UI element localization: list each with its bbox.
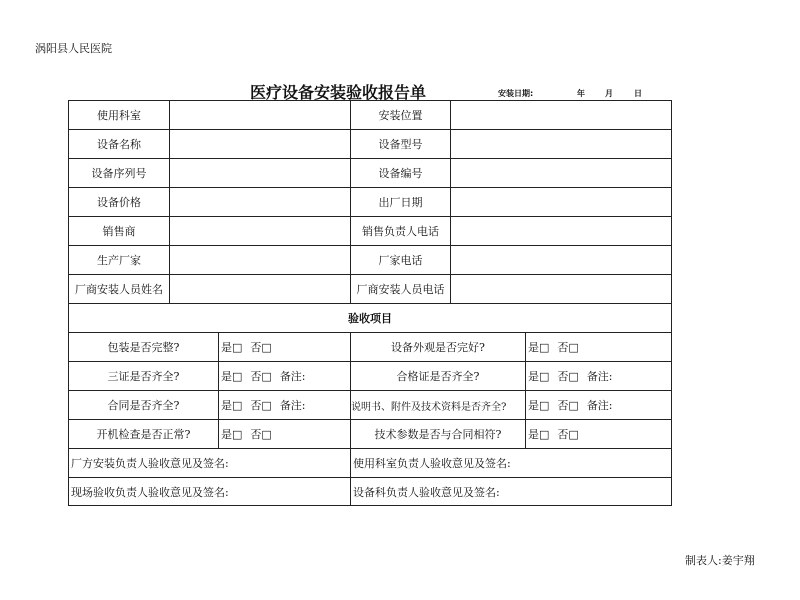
note-label: 备注: — [586, 370, 613, 383]
acceptance-form-table — [68, 100, 672, 506]
label-manufacturer-phone: 厂家电话 — [351, 246, 451, 275]
yes-checkbox[interactable]: 是□ — [528, 399, 550, 412]
label-serial: 设备序列号 — [69, 159, 170, 188]
no-checkbox[interactable]: 否□ — [250, 399, 272, 412]
label-location: 安装位置 — [351, 101, 451, 130]
note-label: 备注: — [586, 399, 613, 412]
signature-equipment-dept-head[interactable]: 设备科负责人验收意见及签名: — [353, 485, 500, 499]
value-serial[interactable] — [170, 159, 351, 188]
question-appearance: 设备外观是否完好? — [351, 333, 526, 362]
form-title: 医疗设备安装验收报告单 — [250, 83, 427, 102]
label-manufacturer: 生产厂家 — [69, 246, 170, 275]
date-day: 日 — [634, 89, 642, 98]
yes-checkbox[interactable]: 是□ — [221, 399, 243, 412]
value-device-number[interactable] — [451, 159, 671, 188]
value-manufacturer-phone[interactable] — [451, 246, 671, 275]
date-year: 年 — [577, 89, 585, 98]
answer-specs — [526, 420, 671, 449]
no-checkbox[interactable]: 否□ — [557, 341, 579, 354]
value-dept[interactable] — [170, 101, 351, 130]
answer-manuals — [526, 391, 671, 420]
value-location[interactable] — [451, 101, 671, 130]
section-title: 验收项目 — [69, 304, 671, 333]
install-date-label: 安装日期: — [498, 89, 534, 98]
no-checkbox[interactable]: 否□ — [250, 341, 272, 354]
note-label: 备注: — [279, 399, 306, 412]
question-specs: 技术参数是否与合同相符? — [351, 420, 526, 449]
question-startup: 开机检查是否正常? — [69, 420, 219, 449]
signature-vendor-installer[interactable]: 厂方安装负责人验收意见及签名: — [69, 449, 351, 478]
value-installer-name[interactable] — [170, 275, 351, 304]
question-packaging: 包装是否完整? — [69, 333, 219, 362]
question-contract: 合同是否齐全? — [69, 391, 219, 420]
label-seller-phone: 销售负责人电话 — [351, 217, 451, 246]
answer-appearance — [526, 333, 671, 362]
form-maker: 制表人:姜宇翔 — [685, 554, 755, 567]
no-checkbox[interactable]: 否□ — [250, 370, 272, 383]
question-certificates: 三证是否齐全? — [69, 362, 219, 391]
hospital-name: 涡阳县人民医院 — [35, 42, 112, 55]
answer-startup — [219, 420, 351, 449]
no-checkbox[interactable]: 否□ — [557, 428, 579, 441]
value-seller[interactable] — [170, 217, 351, 246]
note-label: 备注: — [279, 370, 306, 383]
no-checkbox[interactable]: 否□ — [250, 428, 272, 441]
value-device-model[interactable] — [451, 130, 671, 159]
label-device-number: 设备编号 — [351, 159, 451, 188]
yes-checkbox[interactable]: 是□ — [221, 341, 243, 354]
answer-packaging — [219, 333, 351, 362]
question-qualification: 合格证是否齐全? — [351, 362, 526, 391]
yes-checkbox[interactable]: 是□ — [528, 370, 550, 383]
value-price[interactable] — [170, 188, 351, 217]
label-dept: 使用科室 — [69, 101, 170, 130]
label-device-model: 设备型号 — [351, 130, 451, 159]
label-device-name: 设备名称 — [69, 130, 170, 159]
signature-dept-head[interactable]: 使用科室负责人验收意见及签名: — [351, 449, 671, 478]
value-seller-phone[interactable] — [451, 217, 671, 246]
answer-contract — [219, 391, 351, 420]
label-manufacture-date: 出厂日期 — [351, 188, 451, 217]
yes-checkbox[interactable]: 是□ — [528, 341, 550, 354]
label-installer-name: 厂商安装人员姓名 — [69, 275, 170, 304]
value-installer-phone[interactable] — [451, 275, 671, 304]
answer-certificates — [219, 362, 351, 391]
yes-checkbox[interactable]: 是□ — [528, 428, 550, 441]
yes-checkbox[interactable]: 是□ — [221, 370, 243, 383]
no-checkbox[interactable]: 否□ — [557, 370, 579, 383]
label-seller: 销售商 — [69, 217, 170, 246]
date-month: 月 — [605, 89, 613, 98]
yes-checkbox[interactable]: 是□ — [221, 428, 243, 441]
label-price: 设备价格 — [69, 188, 170, 217]
question-manuals: 说明书、附件及技术资料是否齐全? — [351, 391, 526, 420]
value-manufacture-date[interactable] — [451, 188, 671, 217]
signature-onsite-head[interactable]: 现场验收负责人验收意见及签名: — [69, 478, 351, 505]
value-device-name[interactable] — [170, 130, 351, 159]
label-installer-phone: 厂商安装人员电话 — [351, 275, 451, 304]
no-checkbox[interactable]: 否□ — [557, 399, 579, 412]
answer-qualification — [526, 362, 671, 391]
value-manufacturer[interactable] — [170, 246, 351, 275]
